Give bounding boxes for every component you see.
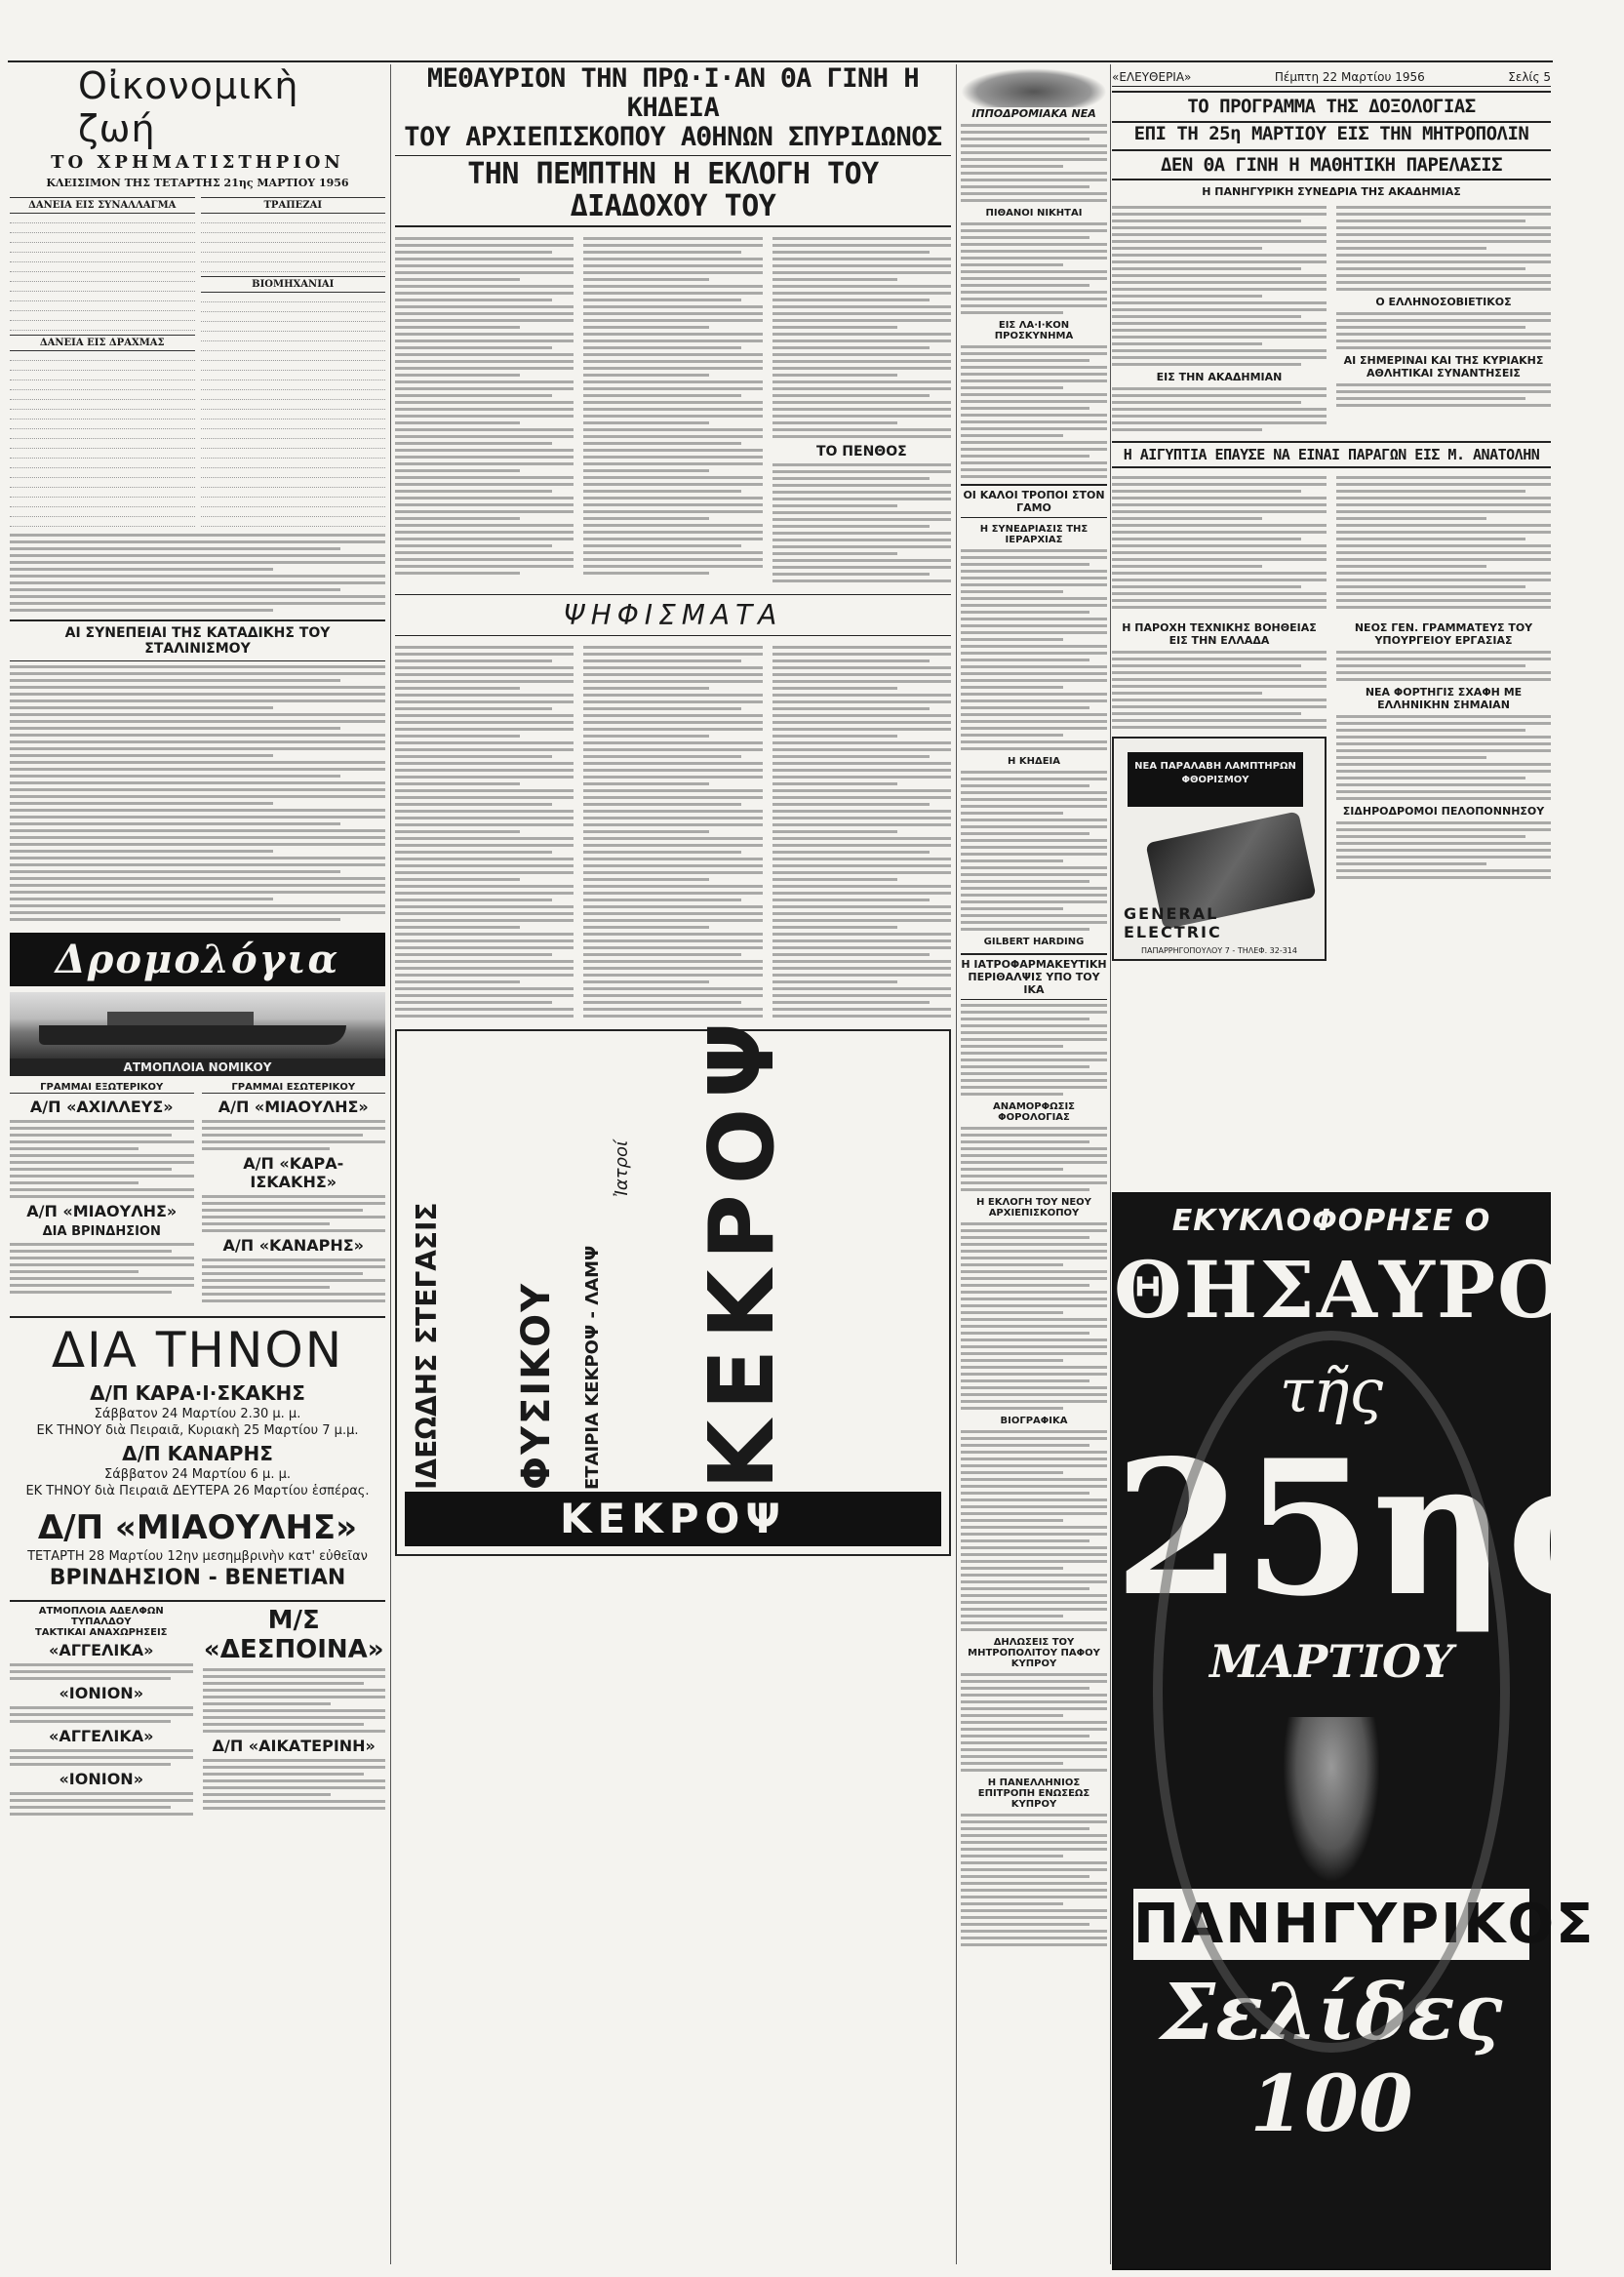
ship-miaoulis-2: Α/Π «ΜΙΑΟΥΛΗΣ» — [26, 1202, 178, 1220]
paphos-statements-title: ΔΗΛΩΣΕΙΣ ΤΟΥ ΜΗΤΡΟΠΟΛΙΤΟΥ ΠΑΦΟΥ ΚΥΠΡΟΥ — [968, 1637, 1100, 1669]
kekrops-ad — [395, 1012, 951, 1556]
table-head-drachma-loans: ΔΑΝΕΙΑ ΕΙΣ ΔΡΑΧΜΑΣ — [10, 335, 195, 351]
headline-march-25: ΕΠΙ ΤΗ 25η ΜΑΡΤΙΟΥ ΕΙΣ ΤΗΝ ΜΗΤΡΟΠΟΛΙΝ — [1133, 122, 1529, 144]
article-body — [1112, 206, 1327, 366]
ship-ionion: «ΙΟΝΙΟΝ» — [59, 1684, 144, 1702]
kekrops-company: ΕΤΑΙΡΙΑ ΚΕΚΡΟΨ - ΛΑΜΨ — [582, 1245, 603, 1490]
shipping-company: ΑΤΜΟΠΛΟΙΑ ΝΟΜΙΚΟΥ — [10, 1059, 385, 1076]
laurel-wreath — [1153, 1331, 1510, 2053]
synod-title: Η ΣΥΝΕΔΡΙΑΣΙΣ ΤΗΣ ΙΕΡΑΡΧΙΑΣ — [979, 524, 1089, 545]
article-body — [1336, 472, 1551, 613]
academy-session-title: Η ΠΑΝΗΓΥΡΙΚΗ ΣΥΝΕΔΡΙΑ ΤΗΣ ΑΚΑΔΗΜΙΑΣ — [1202, 185, 1461, 199]
tinos-ship-1: Δ/Π ΚΑΡΑ·Ι·ΣΚΑΚΗΣ — [90, 1381, 305, 1405]
thesavros-pages: Σελίδες 100 — [1160, 1966, 1503, 2149]
ship-achilleus: Α/Π «ΑΧΙΛΛΕΥΣ» — [29, 1098, 174, 1116]
table-head-industry: ΒΙΟΜΗΧΑΝΙΑΙ — [201, 276, 386, 293]
stock-table — [10, 193, 385, 528]
column-news — [961, 64, 1107, 2269]
ad-body — [10, 1706, 193, 1723]
ship-miaoulis: Α/Π «ΜΙΑΟΥΛΗΣ» — [218, 1098, 369, 1116]
resolution-body — [583, 642, 762, 1021]
article-body — [772, 463, 951, 582]
tinos-info-1b: ΕΚ ΤΗΝΟΥ διὰ Πειραιᾶ, Κυριακὴ 25 Μαρτίου 7 μ.μ. — [36, 1423, 359, 1438]
ship-aikaterini: Δ/Π «ΑΙΚΑΤΕΡΙΝΗ» — [212, 1737, 376, 1755]
ship-illustration — [10, 992, 385, 1059]
column-archbishop — [395, 64, 951, 2269]
greek-soviet-title: Ο ΕΛΛΗΝΟΣΟΒΙΕΤΙΚΟΣ — [1375, 296, 1512, 309]
stalinism-title: ΑΙ ΣΥΝΕΠΕΙΑΙ ΤΗΣ ΚΑΤΑΔΙΚΗΣ ΤΟΥ ΣΤΑΛΙΝΙΣΜΟΥ — [10, 619, 385, 661]
stalinism-body — [10, 665, 385, 921]
tinos-info-1: Σάββατον 24 Μαρτίου 2.30 μ. μ. — [94, 1407, 301, 1421]
tinos-ad — [10, 1316, 385, 1590]
tinos-title: ΔΙΑ ΤΗΝΟΝ — [51, 1322, 344, 1378]
article-body — [1112, 651, 1327, 729]
tinos-info-2b: ΕΚ ΤΗΝΟΥ διὰ Πειραιᾶ ΔΕΥΤΕΡΑ 26 Μαρτίου ἑσπέρας. — [25, 1484, 370, 1498]
schedule-body — [202, 1195, 386, 1232]
schedule-body — [202, 1258, 386, 1302]
headline-egypt: Η ΑΙΓΥΠΤΙΑ ΕΠΑΥΣΕ ΝΑ ΕΙΝΑΙ ΠΑΡΑΓΩΝ ΕΙΣ Μ. ΑΝΑΤΟΛΗΝ — [1112, 441, 1551, 468]
ge-brand: GENERAL ELECTRIC — [1124, 904, 1222, 942]
economy-body — [10, 534, 385, 612]
article-body — [1336, 312, 1551, 349]
article-body — [961, 1004, 1107, 1096]
article-body — [961, 124, 1107, 202]
schedule-body — [10, 1243, 194, 1294]
gen-secretary-title: ΝΕΟΣ ΓΕΝ. ΓΡΑΜΜΑΤΕΥΣ ΤΟΥ ΥΠΟΥΡΓΕΙΟΥ ΕΡΓΑΣΙΑΣ — [1354, 621, 1533, 648]
resolutions-title: ΨΗΦΙΣΜΑΤΑ — [395, 594, 951, 636]
ad-body — [10, 1663, 193, 1680]
article-body — [961, 222, 1107, 314]
article-body — [395, 233, 574, 586]
article-body — [961, 1814, 1107, 1946]
election-title: Η ΕΚΛΟΓΗ ΤΟΥ ΝΕΟΥ ΑΡΧΙΕΠΙΣΚΟΠΟΥ — [976, 1197, 1091, 1218]
tinos-info-2: Σάββατον 24 Μαρτίου 6 μ. μ. — [103, 1467, 291, 1482]
column-divider — [1110, 64, 1111, 2264]
thesavros-panigyrikos: ΠΑΝΗΓΥΡΙΚΟΣ — [1133, 1889, 1529, 1960]
ship-angelika-2: «ΑΓΓΕΛΙΚΑ» — [49, 1727, 154, 1745]
kekrops-fysiko: ΦΥΣΙΚΟΥ — [514, 1281, 559, 1490]
article-body — [583, 233, 762, 586]
article-body — [961, 1127, 1107, 1191]
page-header — [1112, 70, 1551, 87]
headline-archbishop: ΤΟΥ ΑΡΧΙΕΠΙΣΚΟΠΟΥ ΑΘΗΝΩΝ ΣΠΥΡΙΔΩΝΟΣ — [404, 122, 942, 153]
economy-title: Οἰκονομικὴ ζωή — [78, 64, 299, 150]
railways-title: ΣΙΔΗΡΟΔΡΟΜΟΙ ΠΕΛΟΠΟΝΝΗΣΟΥ — [1342, 805, 1545, 819]
table-head-loans: ΔΑΝΕΙΑ ΕΙΣ ΣΥΝΑΛΛΑΓΜΑ — [10, 197, 195, 214]
article-body — [961, 771, 1107, 931]
program-columns — [1112, 202, 1551, 435]
column-economy — [10, 64, 385, 2269]
article-columns — [395, 233, 951, 586]
ge-address: ΠΑΠΑΡΡΗΓΟΠΟΥΛΟΥ 7 - ΤΗΛΕΦ. 32-314 — [1140, 946, 1297, 956]
horse-racing-title: ΙΠΠΟΔΡΟΜΙΑΚΑ ΝΕΑ — [971, 107, 1096, 120]
brindisi-info: ΔΙΑ ΒΡΙΝΔΗΣΙΟΝ — [42, 1224, 161, 1239]
drachma-rows — [10, 352, 195, 527]
subhead-mourning: ΤΟ ΠΕΝΘΟΣ — [815, 443, 907, 459]
egypt-columns — [1112, 472, 1551, 613]
biography-title: ΒΙΟΓΡΑΦΙΚΑ — [1000, 1416, 1068, 1426]
loans-rows — [10, 215, 195, 331]
article-body — [961, 345, 1107, 478]
schedule-body — [10, 1120, 194, 1198]
thesavros-number: 25ης — [1114, 1419, 1620, 1637]
article-body — [1112, 472, 1327, 613]
article-body — [1336, 383, 1551, 407]
headline-no-parade: ΔΕΝ ΘΑ ΓΙΝΗ Η ΜΑΘΗΤΙΚΗ ΠΑΡΕΛΑΣΙΣ — [1112, 149, 1551, 181]
ship-kanaris: Α/Π «ΚΑΝΑΡΗΣ» — [222, 1236, 364, 1255]
headline-election: ΤΗΝ ΠΕΜΠΤΗΝ Η ΕΚΛΟΓΗ ΤΟΥ ΔΙΑΔΟΧΟΥ ΤΟΥ — [395, 155, 951, 227]
ship-ionion-2: «ΙΟΝΙΟΝ» — [59, 1770, 144, 1788]
typaldos-ad — [10, 1600, 385, 1819]
ad-body — [10, 1792, 193, 1816]
schedules-banner: Δρομολόγια — [10, 933, 385, 986]
article-body — [1112, 387, 1327, 431]
article-body — [1336, 821, 1551, 879]
kekrops-brand-vertical: ΚΕΚΡΟΨ — [690, 1012, 794, 1490]
stock-exchange-title: ΤΟ ΧΡΗΜΑΤΙΣΤΗΡΙΟΝ — [51, 152, 344, 173]
headline-funeral: ΜΕΘΑΥΡΙΟΝ ΤΗΝ ΠΡΩ·Ι·ΑΝ ΘΑ ΓΙΝΗ Η ΚΗΔΕΙΑ — [426, 63, 920, 124]
column-program — [1112, 70, 1624, 2275]
medical-care-title: Η ΙΑΤΡΟΦΑΡΜΑΚΕΥΤΙΚΗ ΠΕΡΙΘΑΛΨΙΣ ΥΠΟ ΤΟΥ ΙΚΑ — [961, 953, 1107, 1000]
ge-lamp-text: ΝΕΑ ΠΑΡΑΛΑΒΗ ΛΑΜΠΤΗΡΩΝ ΦΘΟΡΙΣΜΟΥ — [1128, 752, 1303, 807]
general-electric-ad — [1112, 737, 1327, 961]
article-body — [1336, 715, 1551, 800]
resolutions-columns — [395, 642, 951, 1021]
thesavros-march: ΜΑΡΤΙΟΥ — [1209, 1635, 1453, 1688]
schedule-head-foreign: ΓΡΑΜΜΑΙ ΕΞΩΤΕΡΙΚΟΥ — [10, 1082, 194, 1094]
ship-karaiskakis: Α/Π «ΚΑΡΑ-ΙΣΚΑΚΗΣ» — [243, 1154, 344, 1191]
schedule-head-domestic: ΓΡΑΜΜΑΙ ΕΣΩΤΕΡΙΚΟΥ — [202, 1082, 386, 1094]
article-body — [961, 1222, 1107, 1410]
ship-despoina: Μ/Σ «ΔΕΣΠΟΙΝΑ» — [203, 1606, 384, 1664]
horse-illustration — [961, 68, 1107, 107]
thesavros-tis: τῆς — [1279, 1355, 1384, 1426]
probable-winners-title: ΠΙΘΑΝΟΙ ΝΙΚΗΤΑΙ — [985, 208, 1083, 219]
stock-exchange-date: ΚΛΕΙΣΙΜΟΝ ΤΗΣ ΤΕΤΑΡΤΗΣ 21ης ΜΑΡΤΙΟΥ 1956 — [46, 177, 349, 189]
tax-reform-title: ΑΝΑΜΟΡΦΩΣΙΣ ΦΟΡΟΛΟΓΙΑΣ — [992, 1101, 1075, 1123]
headline-program: ΤΟ ΠΡΟΓΡΑΜΜΑ ΤΗΣ ΔΟΞΟΛΟΓΙΑΣ — [1112, 91, 1551, 123]
schedule-grid — [10, 1082, 385, 1306]
cyprus-committee-title: Η ΠΑΝΕΛΛΗΝΙΟΣ ΕΠΙΤΡΟΠΗ ΕΝΩΣΕΩΣ ΚΥΠΡΟΥ — [977, 1778, 1090, 1810]
ad-body — [203, 1759, 386, 1810]
article-body — [772, 237, 951, 438]
article-body — [961, 1673, 1107, 1772]
funeral-title: Η ΚΗΔΕΙΑ — [1008, 756, 1060, 767]
tinos-ship-3: Δ/Π «ΜΙΑΟΥΛΗΣ» — [37, 1508, 358, 1547]
table-head-banks: ΤΡΑΠΕΖΑΙ — [201, 197, 386, 214]
article-body — [1336, 206, 1551, 291]
ad-body — [203, 1668, 386, 1733]
at-academy-title: ΕΙΣ ΤΗΝ ΑΚΑΔΗΜΙΑΝ — [1156, 371, 1283, 384]
new-freighter-title: ΝΕΑ ΦΟΡΤΗΓΙΣ ΣΧΑΦΗ ΜΕ ΕΛΛΗΝΙΚΗΝ ΣΗΜΑΙΑΝ — [1365, 686, 1523, 712]
tinos-dest-3: ΒΡΙΝΔΗΣΙΟΝ - ΒΕΝΕΤΙΑΝ — [49, 1566, 346, 1590]
article-body — [961, 1430, 1107, 1631]
page-number: Σελίς 5 — [1508, 70, 1551, 84]
paper-date: Πέμπτη 22 Μαρτίου 1956 — [1274, 70, 1425, 84]
typaldos-sub: ΤΑΚΤΙΚΑΙ ΑΝΑΧΩΡΗΣΕΙΣ — [34, 1627, 168, 1638]
resolution-body — [772, 642, 951, 1021]
tinos-info-3: ΤΕΤΑΡΤΗ 28 Μαρτίου 12ην μεσημβρινὴν κατ' εὐθεῖαν — [27, 1549, 368, 1564]
sports-title: ΑΙ ΣΗΜΕΡΙΝΑΙ ΚΑΙ ΤΗΣ ΚΥΡΙΑΚΗΣ ΑΘΛΗΤΙΚΑΙ ΣΥΝΑΝΤΗΣΕΙΣ — [1343, 354, 1544, 380]
gilbert-harding: GILBERT HARDING — [983, 937, 1085, 947]
good-manners-title: ΟΙ ΚΑΛΟΙ ΤΡΟΠΟΙ ΣΤΟΝ ΓΑΜΟ — [961, 484, 1107, 518]
top-rule — [8, 60, 1553, 62]
tinos-ship-2: Δ/Π ΚΑΝΑΡΗΣ — [122, 1442, 273, 1465]
article-body — [1336, 651, 1551, 681]
paper-name: «ΕΛΕΥΘΕΡΙΑ» — [1112, 70, 1192, 84]
industry-rows — [201, 294, 386, 527]
thesavros-ad — [1112, 1192, 1624, 2270]
thesavros-title: ΘΗΣΑΥΡΟΣ — [1114, 1244, 1624, 1336]
lower-columns — [1112, 617, 1551, 961]
resolution-body — [395, 642, 574, 1021]
column-divider — [390, 64, 391, 2264]
kekrops-iatroi: Ἰατροί — [612, 1139, 632, 1197]
typaldos-head: ΑΤΜΟΠΛΟΙΑ ΑΔΕΛΦΩΝ ΤΥΠΑΛΔΟΥ — [38, 1606, 164, 1627]
banks-rows — [201, 215, 386, 272]
kekrops-ideal: ΙΔΕΩΔΗΣ ΣΤΕΓΑΣΙΣ — [411, 1202, 443, 1490]
kekrops-brand-band: ΚΕΚΡΟΨ — [405, 1492, 941, 1546]
technical-aid-title: Η ΠΑΡΟΧΗ ΤΕΧΝΙΚΗΣ ΒΟΗΘΕΙΑΣ ΕΙΣ ΤΗΝ ΕΛΛΑΔΑ — [1122, 621, 1317, 648]
pilgrimage-title: ΕΙΣ ΛΑ·Ι·ΚΟΝ ΠΡΟΣΚΥΝΗΜΑ — [994, 320, 1074, 341]
ad-body — [10, 1749, 193, 1766]
article-body — [961, 549, 1107, 750]
schedule-body — [202, 1120, 386, 1150]
ship-angelika: «ΑΓΓΕΛΙΚΑ» — [49, 1641, 154, 1659]
thesavros-released: ΕΚΥΚΛΟΦΟΡΗΣΕ Ο — [1171, 1204, 1491, 1238]
column-divider — [956, 64, 957, 2264]
